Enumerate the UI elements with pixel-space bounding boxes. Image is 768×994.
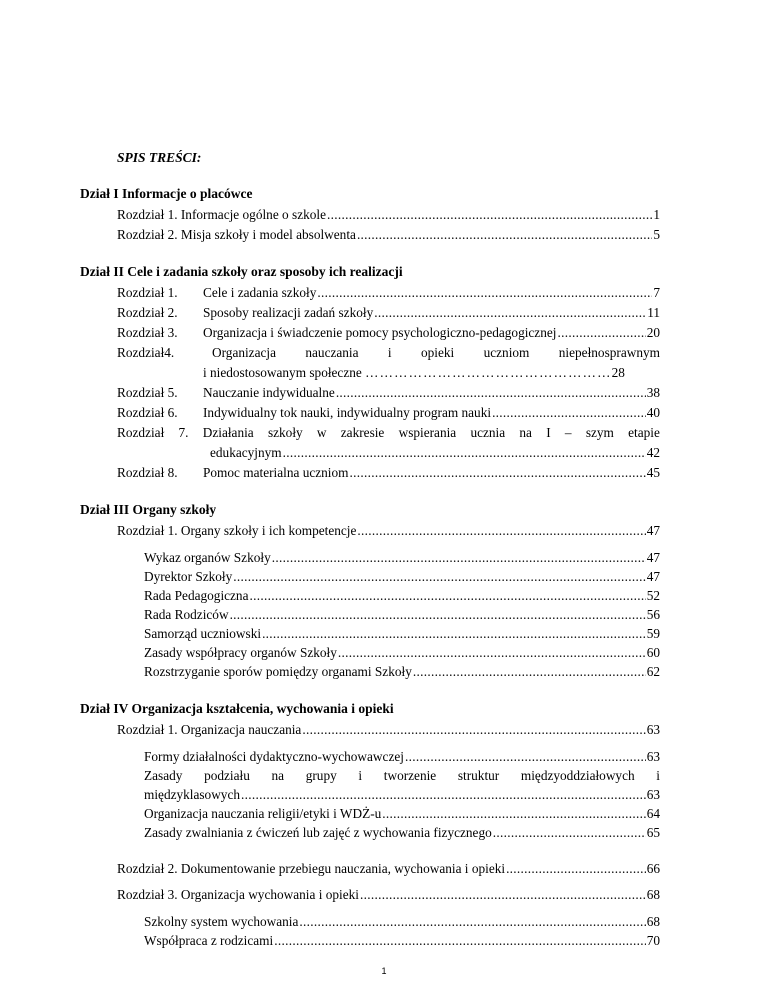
toc-entry-text: Zasady współpracy organów Szkoły [144, 645, 337, 660]
word: i [656, 768, 660, 783]
toc-entry-page: 1 [653, 207, 660, 222]
section-heading-1: Dział I Informacje o placówce [80, 186, 253, 201]
toc-entry[interactable] [117, 523, 660, 539]
word: międzyoddziałowych [520, 768, 635, 783]
word: wspierania [398, 425, 457, 440]
toc-entry-page: 62 [646, 664, 660, 679]
word: – [564, 425, 572, 440]
chapter-label: Rozdział 5. [117, 385, 178, 400]
word: na [271, 768, 285, 783]
toc-subentry[interactable] [144, 664, 660, 680]
toc-entry-page: 47 [646, 569, 660, 584]
toc-entry-text: Zasady zwalniania z ćwiczeń lub zajęć z wychowania fizycznego [144, 825, 492, 840]
toc-entry-page: 63 [646, 722, 660, 737]
word: w [316, 425, 327, 440]
toc-entry-text: Rada Pedagogiczna [144, 588, 249, 603]
word: na [519, 425, 532, 440]
toc-subentry[interactable] [144, 914, 660, 930]
toc-entry-page: 42 [646, 445, 660, 460]
toc-entry-page: 59 [646, 626, 660, 641]
page-number: 1 [381, 966, 387, 976]
word: etapie [628, 425, 660, 440]
word: szym [585, 425, 614, 440]
toc-entry[interactable] [117, 887, 660, 903]
toc-entry[interactable] [203, 305, 660, 321]
toc-entry-page: 5 [653, 227, 660, 242]
toc-entry-page: 47 [646, 523, 660, 538]
toc-entry-wrapped[interactable] [117, 425, 660, 441]
toc-entry-continuation [210, 445, 660, 461]
toc-subentry[interactable] [144, 550, 660, 566]
leader-dots: …………………………………………… [365, 365, 612, 380]
toc-entry-page: 40 [646, 405, 660, 420]
toc-subentry[interactable] [144, 825, 660, 841]
toc-entry-page: 45 [646, 465, 660, 480]
chapter-label: Rozdział 1. [117, 285, 178, 300]
toc-entry-page: 28 [611, 365, 625, 380]
toc-entry-text: Rozdział 2. Dokumentowanie przebiegu nauczania, wychowania i opieki [117, 861, 506, 876]
toc-entry-text: Indywidualny tok nauki, indywidualny program nauki [203, 405, 492, 420]
toc-entry-text: Rada Rodziców [144, 607, 229, 622]
word: tworzenie [383, 768, 437, 783]
toc-entry-page: 66 [646, 861, 660, 876]
toc-entry-page: 38 [646, 385, 660, 400]
toc-entry-text: Formy działalności dydaktyczno-wychowawczej [144, 749, 404, 764]
toc-subentry[interactable] [144, 626, 660, 642]
toc-entry-text: Rozstrzyganie sporów pomiędzy organami Szkoły [144, 664, 412, 679]
toc-entry-page: 11 [647, 305, 660, 320]
word: szkoły [267, 425, 303, 440]
toc-entry-text: edukacyjnym [210, 445, 282, 460]
toc-entry[interactable] [117, 861, 660, 877]
toc-subentry[interactable] [144, 645, 660, 661]
toc-entry-text: Rozdział 1. Organizacja nauczania [117, 722, 302, 737]
toc-subentry[interactable] [144, 588, 660, 604]
chapter-label: Rozdział 8. [117, 465, 178, 480]
toc-entry-text: Cele i zadania szkoły [203, 285, 317, 300]
toc-entry-page: 63 [646, 787, 660, 802]
toc-entry[interactable] [203, 285, 660, 301]
word: podziału [204, 768, 250, 783]
word: Działania [202, 425, 254, 440]
toc-entry-page: 65 [646, 825, 660, 840]
word: ucznia [470, 425, 506, 440]
toc-entry-text: Szkolny system wychowania [144, 914, 299, 929]
chapter-label: Rozdział 6. [117, 405, 178, 420]
toc-entry[interactable] [117, 207, 660, 223]
toc-entry-page: 68 [646, 914, 660, 929]
word: i [358, 768, 363, 783]
word: i [387, 345, 392, 360]
toc-entry-text: Organizacja i świadczenie pomocy psychologiczno-pedagogicznej [203, 325, 557, 340]
word: uczniom [483, 345, 530, 360]
toc-subentry[interactable] [144, 806, 660, 822]
toc-entry-text: Sposoby realizacji zadań szkoły [203, 305, 374, 320]
toc-entry-page: 52 [646, 588, 660, 603]
toc-entry-text: Wykaz organów Szkoły [144, 550, 271, 565]
toc-entry-page: 20 [646, 325, 660, 340]
chapter-label: Rozdział 3. [117, 325, 178, 340]
chapter-label: Rozdział4. [117, 345, 175, 360]
section-heading-4: Dział IV Organizacja kształcenia, wychowania i opieki [80, 701, 394, 716]
toc-entry[interactable] [117, 722, 660, 738]
toc-entry-page: 64 [646, 806, 660, 821]
toc-entry-text: Nauczanie indywidualne [203, 385, 335, 400]
toc-entry-text: Dyrektor Szkoły [144, 569, 233, 584]
word: Zasady [144, 768, 183, 783]
toc-entry-page: 60 [646, 645, 660, 660]
toc-entry-page: 68 [646, 887, 660, 902]
toc-entry-text: i niedostosowanym społeczne [203, 365, 362, 380]
toc-subentry[interactable] [144, 749, 660, 765]
toc-entry[interactable] [117, 227, 660, 243]
word: Organizacja [212, 345, 276, 360]
toc-entry-page: 7 [653, 285, 660, 300]
toc-entry-text: Samorząd uczniowski [144, 626, 262, 641]
word: opieki [420, 345, 455, 360]
toc-entry-page: 56 [646, 607, 660, 622]
toc-entry-page: 63 [646, 749, 660, 764]
word: grupy [305, 768, 337, 783]
word: Rozdział [117, 425, 165, 440]
toc-entry-text: Rozdział 3. Organizacja wychowania i opieki [117, 887, 359, 902]
toc-entry-text: międzyklasowych [144, 787, 241, 802]
section-heading-2: Dział II Cele i zadania szkoły oraz sposoby ich realizacji [80, 264, 403, 279]
toc-subentry[interactable] [144, 569, 660, 585]
toc-entry[interactable] [203, 325, 660, 341]
toc-entry-text: Współpraca z rodzicami [144, 933, 274, 948]
word: I [546, 425, 551, 440]
chapter-label: Rozdział 2. [117, 305, 178, 320]
toc-entry-page: 70 [646, 933, 660, 948]
word: nauczania [305, 345, 359, 360]
word: 7. [178, 425, 189, 440]
toc-subentry[interactable] [144, 933, 660, 949]
toc-entry-continuation [203, 365, 625, 381]
word: niepełnosprawnym [558, 345, 660, 360]
toc-subentry[interactable] [144, 607, 660, 623]
toc-entry-text: Rozdział 1. Organy szkoły i ich kompetencje [117, 523, 357, 538]
toc-entry-page: 47 [646, 550, 660, 565]
toc-entry-text: Rozdział 2. Misja szkoły i model absolwenta [117, 227, 356, 242]
section-heading-3: Dział III Organy szkoły [80, 502, 217, 517]
toc-entry-text: Organizacja nauczania religii/etyki i WDŻ-u [144, 806, 382, 821]
toc-entry[interactable] [203, 405, 660, 421]
toc-subentry-wrapped[interactable] [144, 768, 660, 784]
word: zakresie [340, 425, 385, 440]
toc-entry-wrapped[interactable] [212, 345, 660, 361]
toc-title: SPIS TREŚCI: [117, 150, 202, 165]
toc-subentry-continuation [144, 787, 660, 803]
toc-entry-text: Pomoc materialna uczniom [203, 465, 349, 480]
toc-entry-text: Rozdział 1. Informacje ogólne o szkole [117, 207, 326, 222]
word: struktur [457, 768, 500, 783]
toc-entry[interactable] [203, 385, 660, 401]
toc-entry[interactable] [203, 465, 660, 481]
